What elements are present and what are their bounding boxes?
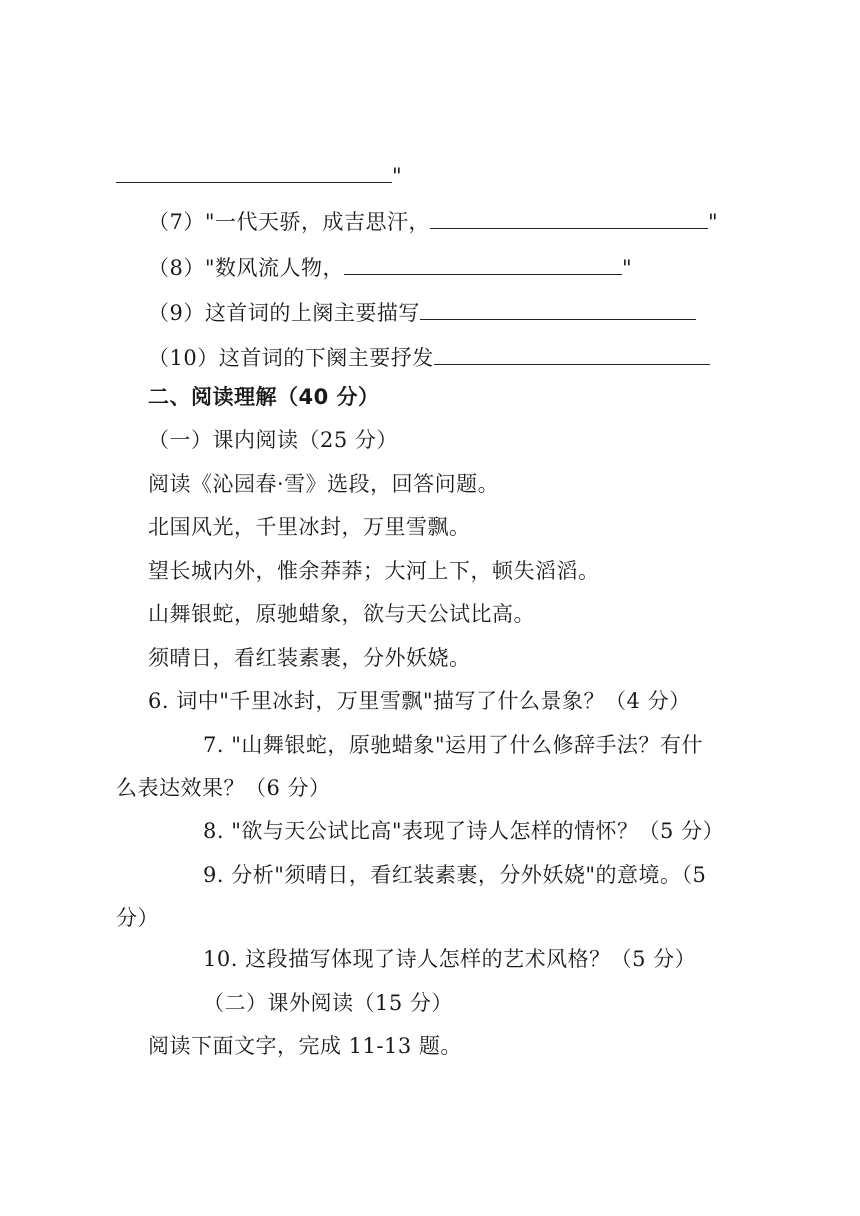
poem-line: 望长城内外，惟余莽莽；大河上下，顿失滔滔。 xyxy=(148,559,600,583)
fill-item-label: （7）"一代天骄，成吉思汗， xyxy=(148,210,431,234)
fill-item-9 xyxy=(148,297,696,328)
fill-item-8 xyxy=(148,252,632,283)
answer-blank[interactable] xyxy=(116,160,392,183)
answer-blank[interactable] xyxy=(344,252,622,275)
fill-item-label: （9）这首词的上阕主要描写 xyxy=(148,301,420,325)
fill-item-10 xyxy=(148,342,710,373)
question-6: 6. 词中"千里冰封，万里雪飘"描写了什么景象？（4 分） xyxy=(148,689,691,713)
section-title-reading: 二、阅读理解（40 分） xyxy=(148,385,380,409)
answer-blank[interactable] xyxy=(420,297,696,320)
poem-line: 北国风光，千里冰封，万里雪飘。 xyxy=(148,515,471,539)
question-10: 10. 这段描写体现了诗人怎样的艺术风格？（5 分） xyxy=(203,947,697,971)
fill-blank-continuation xyxy=(116,160,402,191)
close-quote: " xyxy=(392,164,403,188)
question-8: 8. "欲与天公试比高"表现了诗人怎样的情怀？（5 分） xyxy=(203,819,725,843)
question-7-line-2: 么表达效果？（6 分） xyxy=(116,776,331,800)
fill-item-label: （8）"数风流人物， xyxy=(148,256,345,280)
question-9-line-2: 分） xyxy=(116,906,159,930)
reading-instruction-2: 阅读下面文字，完成 11-13 题。 xyxy=(148,1034,462,1058)
poem-line: 山舞银蛇，原驰蜡象，欲与天公试比高。 xyxy=(148,602,535,626)
fill-item-label: （10）这首词的下阕主要抒发 xyxy=(148,346,434,370)
close-quote: " xyxy=(708,210,719,234)
subsection-title-in-class: （一）课内阅读（25 分） xyxy=(148,428,398,452)
reading-instruction: 阅读《沁园春·雪》选段，回答问题。 xyxy=(148,472,500,496)
subsection-title-extracurricular: （二）课外阅读（15 分） xyxy=(203,991,453,1015)
close-quote: " xyxy=(622,256,633,280)
question-9-line-1: 9. 分析"须晴日，看红装素裹，分外妖娆"的意境。（5 xyxy=(203,863,707,887)
answer-blank[interactable] xyxy=(430,206,708,229)
poem-line: 须晴日，看红装素裹，分外妖娆。 xyxy=(148,646,471,670)
answer-blank[interactable] xyxy=(434,342,710,365)
question-7-line-1: 7. "山舞银蛇，原驰蜡象"运用了什么修辞手法？有什 xyxy=(203,733,704,757)
fill-item-7 xyxy=(148,206,718,237)
